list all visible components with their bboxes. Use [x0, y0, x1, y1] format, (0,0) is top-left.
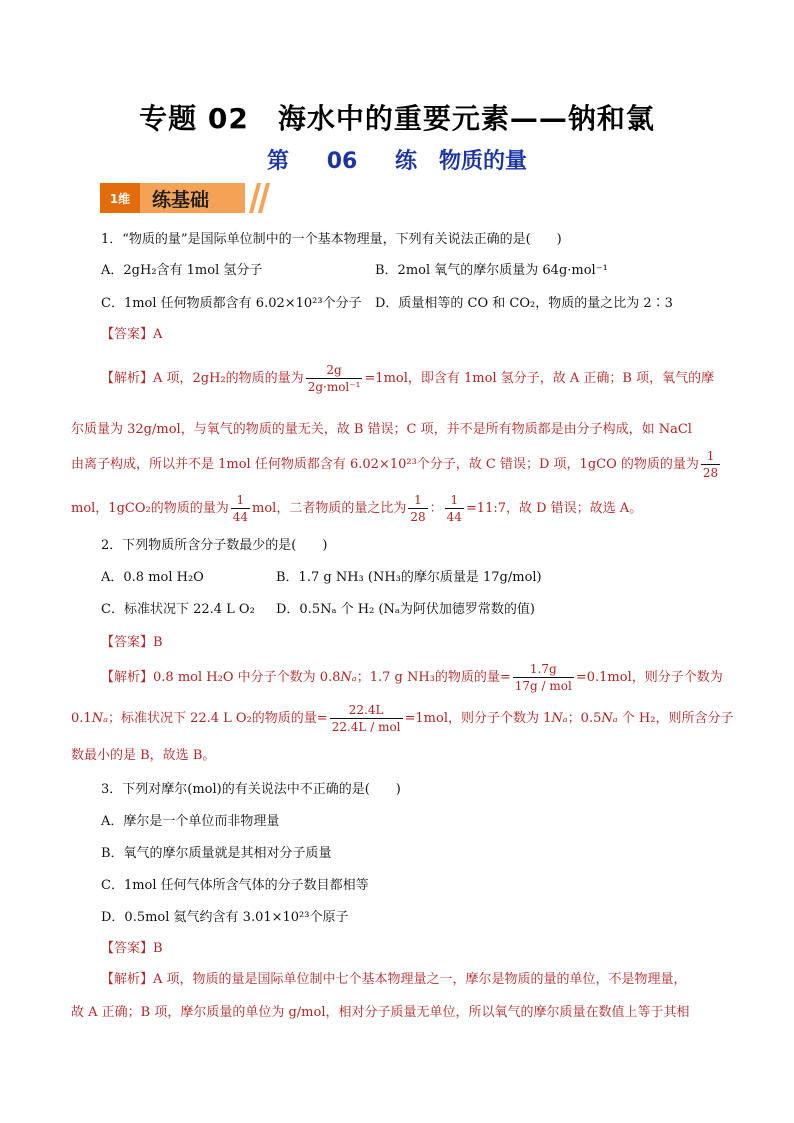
q3-option-b: B．氧气的摩尔质量就是其相对分子质量 — [101, 846, 332, 861]
q1-answer: 【答案】A — [101, 327, 163, 342]
page-subtitle: 第 06 练 物质的量 — [267, 149, 527, 174]
q1-explanation-line2: 尔质量为 32g/mol，与氧气的物质的量无关，故 B 错误；C 项，并不是所有物质都是由分子构成，如 NaCl — [71, 422, 692, 437]
section-banner — [100, 183, 275, 213]
q2-option-d: D．0.5Nₐ 个 H₂ (Nₐ为阿伏加德罗常数的值) — [276, 602, 535, 617]
q1-explanation-line4: mol，1gCO₂的物质的量为 $\frac{1}{44}$ mol，二者物质的量之比为 $\frac{1}{28}$ ： $\frac{1}{44}$ =11:7，故 D 错误；故选 A。 — [71, 493, 643, 524]
q3-option-c: C．1mol 任何气体所含气体的分子数目都相等 — [101, 878, 369, 893]
page-title: 专题 02 海水中的重要元素——钠和氯 — [139, 102, 655, 135]
q1-explanation-line1: 【解析】A 项，2gH₂的物质的量为 $\frac{2g}{\text{2g·mol⁻¹}}$ =1mol，即含有 1mol 氢分子，故 A 正确；B 项，氧气的摩 — [101, 363, 715, 394]
q2-option-b: B．1.7 g NH₃ (NH₃的摩尔质量是 17g/mol) — [276, 570, 542, 585]
q3-answer: 【答案】B — [101, 941, 163, 956]
fraction: $\frac{1}{44}$ — [232, 493, 249, 524]
q3-explanation-line1: 【解析】A 项，物质的量是国际单位制中七个基本物理量之一，摩尔是物质的量的单位，不是物理量， — [101, 972, 687, 987]
stripes-icon — [245, 183, 275, 213]
fraction: $\frac{1}{28}$ — [702, 449, 719, 480]
q1-stem: 1．“物质的量”是国际单位制中的一个基本物理量，下列有关说法正确的是( ) — [101, 232, 562, 247]
q2-option-c: C．标准状况下 22.4 L O₂ — [101, 602, 255, 617]
q1-option-b: B．2mol 氧气的摩尔质量为 64g·mol⁻¹ — [375, 263, 608, 278]
banner-label: 练基础 — [140, 183, 245, 213]
q1-explanation-line3: 由离子构成，所以并不是 1mol 任何物质都含有 6.02×10²³个分子，故 C 错误；D 项，1gCO 的物质的量为 $\frac{1}{28}$ — [71, 449, 719, 480]
q3-stem: 3．下列对摩尔(mol)的有关说法中不正确的是( ) — [101, 782, 401, 797]
q1-option-d: D．质量相等的 CO 和 CO₂，物质的量之比为 2∶3 — [375, 296, 673, 311]
q1-option-a: A．2gH₂含有 1mol 氢分子 — [101, 263, 263, 278]
fraction: $\frac{1}{44}$ — [446, 493, 462, 524]
q2-answer: 【答案】B — [101, 635, 163, 650]
fraction: $\frac{1.7g}{\text{17g / mol}}$ — [514, 662, 572, 693]
q2-explanation-line1: 【解析】0.8 mol H₂O 中分子个数为 0.8Nₐ；1.7 g NH₃的物质的量= $\frac{1.7g}{\text{17g / mol}}$ =0.1mol，则分子个数为 — [101, 662, 723, 693]
fraction: $\frac{2g}{\text{2g·mol⁻¹}}$ — [307, 363, 361, 394]
fraction: $\frac{1}{28}$ — [410, 493, 426, 524]
q3-option-d: D．0.5mol 氦气约含有 3.01×10²³个原子 — [101, 910, 349, 925]
q1-option-c: C．1mol 任何物质都含有 6.02×10²³个分子 — [101, 296, 362, 311]
q2-option-a: A．0.8 mol H₂O — [101, 570, 204, 585]
q2-explanation-line2: 0.1Nₐ；标准状况下 22.4 L O₂的物质的量= $\frac{22.4L}{\text{22.4L / mol}}$ =1mol，则分子个数为 1Nₐ；0.5Nₐ 个 H₂，则所含分子 — [71, 703, 734, 734]
banner-badge: 1维 — [100, 183, 140, 213]
q2-explanation-line3: 数最小的是 B，故选 B。 — [71, 748, 216, 763]
fraction: $\frac{22.4L}{\text{22.4L / mol}}$ — [331, 703, 401, 734]
q2-stem: 2．下列物质所含分子数最少的是( ) — [101, 538, 328, 553]
q3-option-a: A．摩尔是一个单位而非物理量 — [101, 814, 280, 829]
q3-explanation-line2: 故 A 正确；B 项，摩尔质量的单位为 g/mol，相对分子质量无单位，所以氧气的摩尔质量在数值上等于其相 — [71, 1005, 690, 1020]
